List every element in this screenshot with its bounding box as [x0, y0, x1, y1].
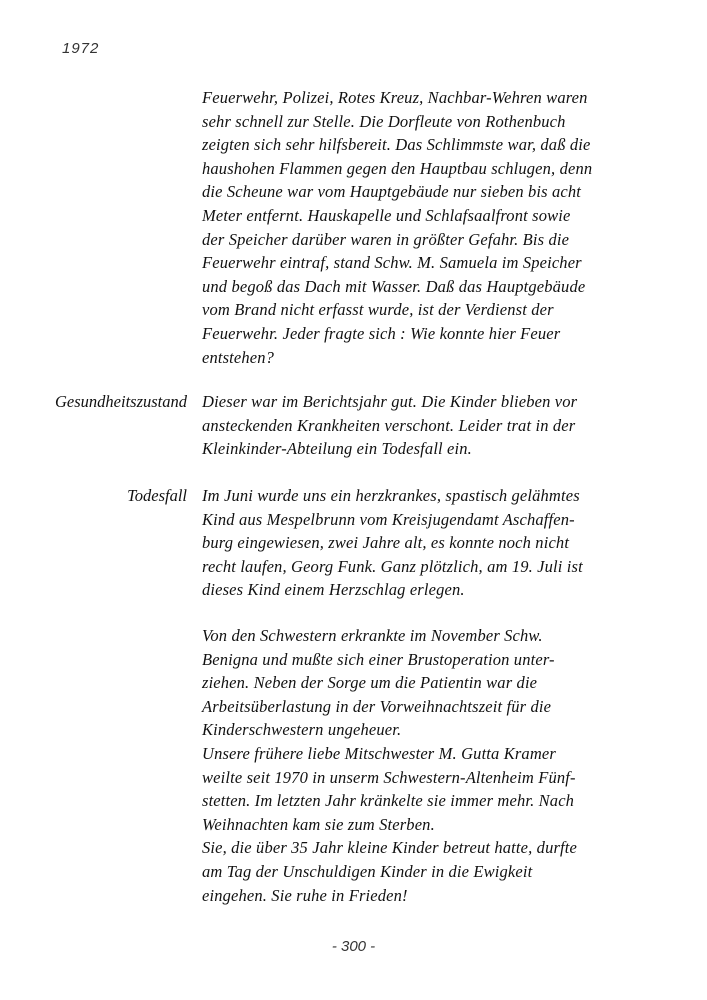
text-line: recht laufen, Georg Funk. Ganz plötzlich, am 19. Juli ist [202, 556, 583, 576]
text-line: Weihnachten kam sie zum Sterben. [202, 814, 435, 834]
text-line: und begoß das Dach mit Wasser. Daß das Hauptgebäude [202, 276, 586, 296]
text-line: Feuerwehr, Polizei, Rotes Kreuz, Nachbar-Wehren waren [202, 88, 588, 107]
text-line: dieses Kind einem Herzschlag erlegen. [202, 580, 465, 600]
text-line: zeigten sich sehr hilfsbereit. Das Schlimmste war, daß die [202, 135, 591, 155]
text-line: Dieser war im Berichtsjahr gut. Die Kinder blieben vor [202, 392, 578, 411]
section-label-gesundheitszustand: Gesundheitszustand [55, 392, 187, 411]
text-line: die Scheune war vom Hauptgebäude nur sieben bis acht [202, 182, 581, 202]
text-line: Von den Schwestern erkrankte im November Schw. [202, 626, 543, 645]
text-line: Kinderschwestern ungeheuer. [202, 720, 402, 740]
text-line: Feuerwehr eintraf, stand Schw. M. Samuela im Speicher [202, 253, 582, 273]
text-line: stetten. Im letzten Jahr kränkelte sie immer mehr. Nach [202, 791, 575, 811]
text-line: Unsere frühere liebe Mitschwester M. Gutta Kramer [202, 743, 556, 763]
text-line: Meter entfernt. Hauskapelle und Schlafsaalfront sowie [202, 205, 571, 225]
text-line: Benigna und mußte sich einer Brustoperation unter- [202, 649, 555, 669]
paragraph-todesfall [202, 484, 642, 602]
text-line: der Speicher darüber waren in größter Gefahr. Bis die [202, 229, 570, 249]
text-line: Sie, die über 35 Jahr kleine Kinder betreut hatte, durfte [202, 838, 577, 858]
text-line: Feuerwehr. Jeder fragte sich : Wie konnte hier Feuer [202, 323, 561, 343]
paragraph-schwestern [202, 624, 642, 907]
paragraph-fire [202, 86, 642, 369]
paragraph-gesundheitszustand [202, 390, 642, 461]
text-line: Im Juni wurde uns ein herzkrankes, spastisch gelähmtes [202, 486, 580, 505]
text-line: haushohen Flammen gegen den Hauptbau schlugen, denn [202, 158, 593, 178]
text-line: Kind aus Mespelbrunn vom Kreisjugendamt Aschaffen- [202, 509, 575, 529]
text-line: eingehen. Sie ruhe in Frieden! [202, 885, 408, 905]
text-line: Kleinkinder-Abteilung ein Todesfall ein. [202, 439, 472, 459]
text-line: burg eingewiesen, zwei Jahre alt, es konnte noch nicht [202, 533, 570, 553]
year-heading: 1972 [62, 40, 100, 57]
text-line: sehr schnell zur Stelle. Die Dorfleute von Rothenbuch [202, 111, 566, 131]
text-line: weilte seit 1970 in unserm Schwestern-Altenheim Fünf- [202, 767, 576, 787]
text-line: Arbeitsüberlastung in der Vorweihnachtszeit für die [202, 696, 552, 716]
text-line: vom Brand nicht erfasst wurde, ist der Verdienst der [202, 300, 554, 320]
section-label-todesfall: Todesfall [127, 486, 187, 505]
text-line: am Tag der Unschuldigen Kinder in die Ewigkeit [202, 861, 533, 881]
text-line: entstehen? [202, 347, 275, 367]
page-number: - 300 - [331, 938, 376, 955]
text-line: ansteckenden Krankheiten verschont. Leider trat in der [202, 415, 576, 435]
text-line: ziehen. Neben der Sorge um die Patientin war die [202, 673, 538, 693]
